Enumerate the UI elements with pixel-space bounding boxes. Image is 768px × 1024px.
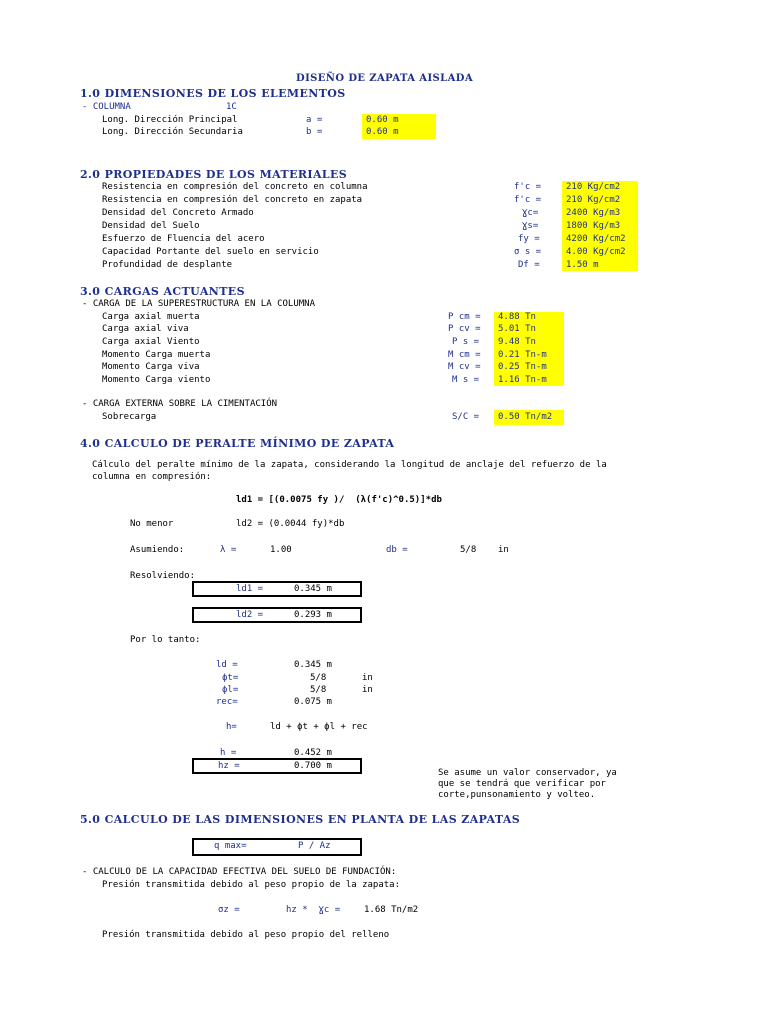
rec-symbol: rec=	[216, 697, 238, 707]
ld-value: 0.345 m	[294, 660, 332, 670]
phit-symbol: ϕt=	[222, 673, 239, 683]
phil-symbol: ϕl=	[222, 685, 239, 695]
material-row-value: 2400 Kg/m3	[566, 208, 621, 218]
material-row-label: Esfuerzo de Fluencia del acero	[102, 234, 265, 244]
material-row-value: 1.50 m	[566, 260, 599, 270]
ld2-result-box	[192, 607, 362, 623]
dim-row-value: 0.60 m	[366, 115, 399, 125]
phit-value: 5/8	[310, 673, 327, 683]
material-row-symbol: Ɣs=	[522, 221, 539, 231]
intro-text: columna en compresión:	[92, 472, 212, 482]
ld2-formula: ld2 = (0.0044 fy)*db	[236, 519, 345, 529]
h-value: 0.452 m	[294, 748, 332, 758]
material-row-symbol: Df =	[518, 260, 540, 270]
h-formula: ld + ϕt + ϕl + rec	[270, 722, 368, 732]
dim-row-label: Long. Dirección Principal	[102, 115, 238, 125]
section-5-heading: 5.0 CALCULO DE LAS DIMENSIONES EN PLANTA DE LAS ZAPATAS	[80, 813, 521, 826]
sigma-value: 1.68 Tn/m2	[364, 905, 419, 915]
load-row-symbol: P cm =	[448, 312, 481, 322]
note-text: Se asume un valor conservador, ya	[438, 768, 617, 778]
note-text: que se tendrá que verificar por	[438, 779, 606, 789]
load-row-symbol: M cv =	[448, 362, 481, 372]
material-row-label: Resistencia en compresión del concreto en zapata	[102, 195, 363, 205]
dim-row-symbol: b =	[306, 127, 323, 137]
columna-id: 1C	[226, 102, 237, 112]
load-row-symbol: P s =	[452, 337, 480, 347]
lambda-value: 1.00	[270, 545, 292, 555]
asumiendo-label: Asumiendo:	[130, 545, 185, 555]
sigma-formula: hz * Ɣc =	[286, 905, 341, 915]
load-row-value: 5.01 Tn	[498, 324, 536, 334]
dim-row-symbol: a =	[306, 115, 323, 125]
material-row-label: Densidad del Concreto Armado	[102, 208, 254, 218]
presion-zapata-text: Presión transmitida debido al peso propio de la zapata:	[102, 880, 401, 890]
load-row-value: 0.25 Tn-m	[498, 362, 547, 372]
material-row-value: 210 Kg/cm2	[566, 195, 621, 205]
ld-symbol: ld =	[216, 660, 238, 670]
rec-value: 0.075 m	[294, 697, 332, 707]
material-row-value: 210 Kg/cm2	[566, 182, 621, 192]
intro-text: Cálculo del peralte mínimo de la zapata, considerando la longitud de anclaje del refuerzo de la	[92, 460, 607, 470]
qmax-formula: P / Az	[298, 841, 331, 851]
load-row-symbol: P cv =	[448, 324, 481, 334]
load-row-symbol: M cm =	[448, 350, 481, 360]
dim-row-value: 0.60 m	[366, 127, 399, 137]
presion-relleno-text: Presión transmitida debido al peso propio del relleno	[102, 930, 390, 940]
load-row-value: 1.16 Tn-m	[498, 375, 547, 385]
note-text: corte,punsonamiento y volteo.	[438, 790, 596, 800]
db-symbol: db =	[386, 545, 408, 555]
phit-unit: in	[362, 673, 373, 683]
ld1-result-box	[192, 581, 362, 597]
por-lo-tanto-label: Por lo tanto:	[130, 635, 201, 645]
db-unit: in	[498, 545, 509, 555]
qmax-symbol: q max=	[214, 841, 247, 851]
columna-label: - COLUMNA	[82, 102, 131, 112]
external-load-subheading: - CARGA EXTERNA SOBRE LA CIMENTACIÓN	[82, 399, 278, 409]
load-row-label: Momento Carga viento	[102, 375, 211, 385]
hz-value: 0.700 m	[294, 761, 332, 771]
section-3-heading: 3.0 CARGAS ACTUANTES	[80, 285, 245, 298]
load-row-value: 4.88 Tn	[498, 312, 536, 322]
sobrecarga-label: Sobrecarga	[102, 412, 157, 422]
material-row-label: Profundidad de desplante	[102, 260, 233, 270]
material-row-symbol: fy =	[518, 234, 540, 244]
section-1-heading: 1.0 DIMENSIONES DE LOS ELEMENTOS	[80, 87, 346, 100]
material-row-value: 4.00 Kg/cm2	[566, 247, 626, 257]
load-row-label: Carga axial Viento	[102, 337, 200, 347]
section-4-heading: 4.0 CALCULO DE PERALTE MÍNIMO DE ZAPATA	[80, 437, 395, 450]
material-row-symbol: f'c =	[514, 182, 542, 192]
material-row-symbol: f'c =	[514, 195, 542, 205]
ld1-formula: ld1 = [(0.0075 fy )/ (λ(f'c)^0.5)]*db	[236, 495, 442, 505]
page-title: DISEÑO DE ZAPATA AISLADA	[296, 73, 473, 84]
resolviendo-label: Resolviendo:	[130, 571, 196, 581]
material-row-symbol: σ s =	[514, 247, 542, 257]
material-row-value: 4200 Kg/cm2	[566, 234, 626, 244]
material-row-label: Capacidad Portante del suelo en servicio	[102, 247, 319, 257]
material-row-label: Resistencia en compresión del concreto en columna	[102, 182, 368, 192]
load-row-symbol: M s =	[452, 375, 480, 385]
phil-unit: in	[362, 685, 373, 695]
sigma-symbol: σz =	[218, 905, 240, 915]
load-row-label: Carga axial viva	[102, 324, 189, 334]
load-row-label: Momento Carga viva	[102, 362, 200, 372]
superstructure-subheading: - CARGA DE LA SUPERESTRUCTURA EN LA COLUMNA	[82, 299, 315, 309]
section-2-heading: 2.0 PROPIEDADES DE LOS MATERIALES	[80, 168, 348, 181]
hz-symbol: hz =	[218, 761, 240, 771]
ld2-symbol: ld2 =	[236, 610, 264, 620]
lambda-symbol: λ =	[220, 545, 237, 555]
material-row-symbol: Ɣc=	[522, 208, 539, 218]
h-symbol: h =	[220, 748, 237, 758]
h-formula-symbol: h=	[226, 722, 237, 732]
sobrecarga-symbol: S/C =	[452, 412, 480, 422]
phil-value: 5/8	[310, 685, 327, 695]
capacity-subheading: - CALCULO DE LA CAPACIDAD EFECTIVA DEL SUELO DE FUNDACIÓN:	[82, 867, 397, 877]
load-row-value: 0.21 Tn-m	[498, 350, 547, 360]
material-row-label: Densidad del Suelo	[102, 221, 200, 231]
load-row-value: 9.48 Tn	[498, 337, 536, 347]
sobrecarga-value: 0.50 Tn/m2	[498, 412, 553, 422]
db-value: 5/8	[460, 545, 477, 555]
load-row-label: Carga axial muerta	[102, 312, 200, 322]
ld1-symbol: ld1 =	[236, 584, 264, 594]
ld2-value: 0.293 m	[294, 610, 332, 620]
dim-row-label: Long. Dirección Secundaria	[102, 127, 243, 137]
no-menor-label: No menor	[130, 519, 174, 529]
load-row-label: Momento Carga muerta	[102, 350, 211, 360]
material-row-value: 1800 Kg/m3	[566, 221, 621, 231]
ld1-value: 0.345 m	[294, 584, 332, 594]
